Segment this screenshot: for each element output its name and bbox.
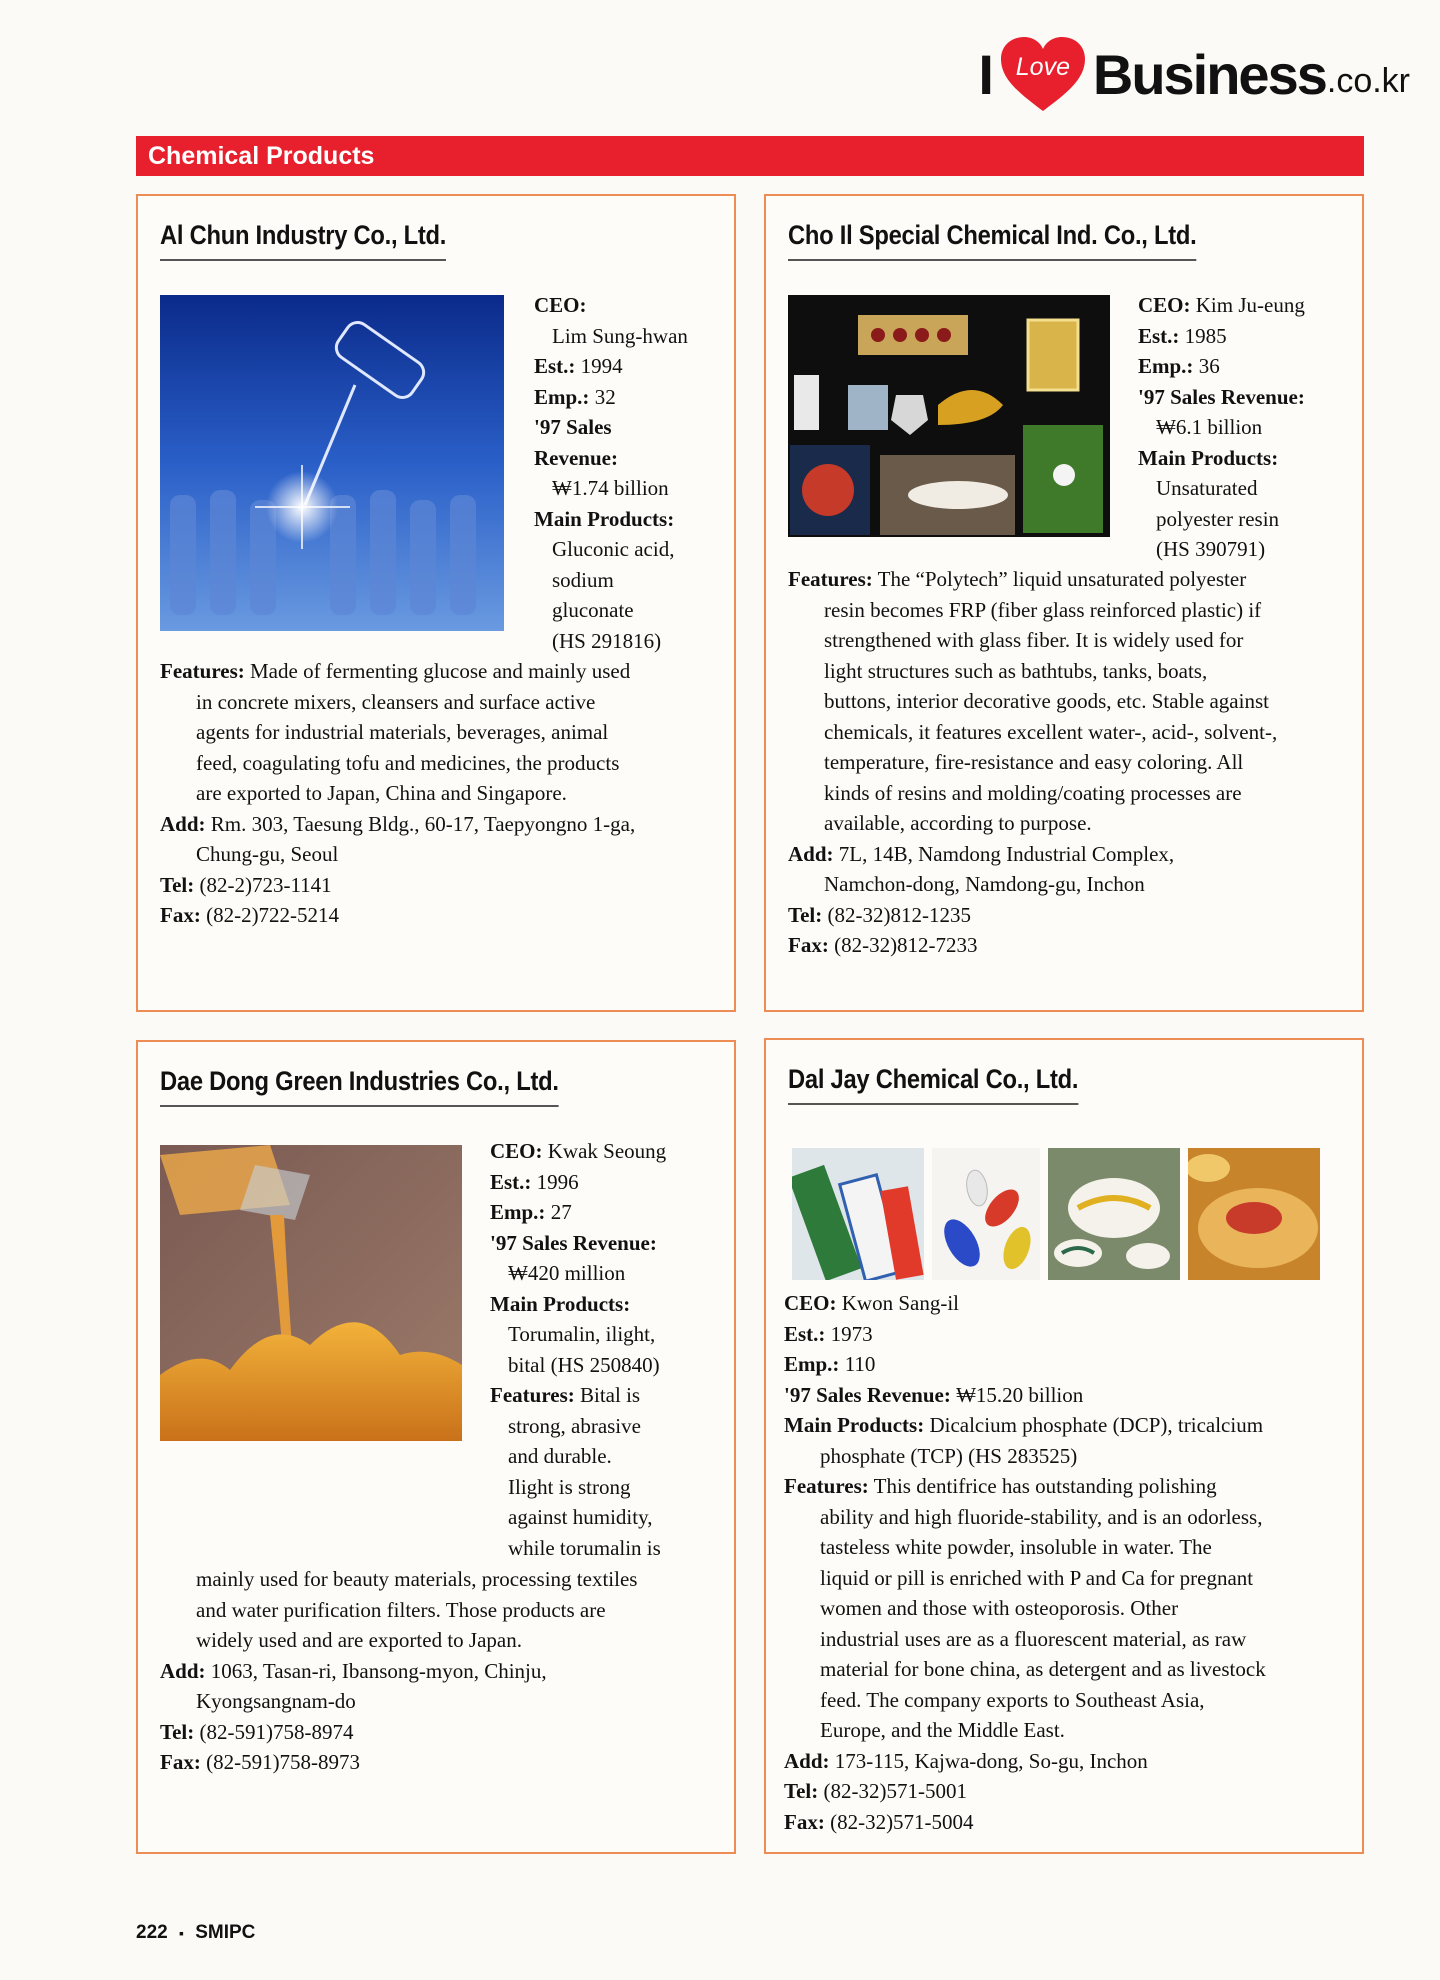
product-photo-china (1048, 1148, 1180, 1280)
features-label: Features: (160, 659, 245, 683)
company-name: Cho Il Special Chemical Ind. Co., Ltd. (788, 220, 1196, 261)
features-line: material for bone china, as detergent and as livestock (820, 1657, 1266, 1681)
features-line: and water purification filters. Those products are (196, 1597, 606, 1622)
features-line: The “Polytech” liquid unsaturated polyester (877, 567, 1247, 591)
ceo-value: Kwon Sang-il (841, 1291, 959, 1315)
product-photo-food (1188, 1148, 1320, 1280)
sales-label-line2: Revenue: (534, 445, 618, 470)
logo-business: Business (1092, 42, 1326, 106)
features-line: women and those with osteoporosis. Other (820, 1596, 1179, 1620)
add-label: Add: (160, 1658, 206, 1683)
add-label: Add: (784, 1748, 830, 1773)
features-line: feed. The company exports to Southeast Asia, (820, 1687, 1205, 1712)
emp-value: 36 (1198, 354, 1220, 378)
tel-value: (82-32)571-5001 (823, 1779, 967, 1803)
add-label: Add: (160, 811, 206, 836)
features-line: buttons, interior decorative goods, etc. Stable against (824, 689, 1269, 713)
add-line: 7L, 14B, Namdong Industrial Complex, (838, 841, 1175, 866)
add-line: 1063, Tasan-ri, Ibansong-myon, Chinju, (210, 1658, 547, 1683)
features-line: chemicals, it features excellent water-, acid-, solvent-, (824, 719, 1278, 744)
features-line: liquid or pill is enriched with P and Ca for pregnant (820, 1565, 1254, 1590)
revenue-value: ₩1.74 billion (552, 476, 669, 500)
logo-i: I (978, 42, 993, 106)
company-details (160, 1564, 730, 1778)
features-line: strengthened with glass fiber. It is widely used for (824, 628, 1244, 652)
add-line: Kyongsangnam-do (196, 1689, 356, 1713)
products-line: Torumalin, ilight, (508, 1322, 656, 1346)
features-side-line: Bital is (580, 1383, 641, 1407)
company-details (788, 564, 1358, 961)
products-line: sodium (552, 567, 614, 592)
features-line: feed, coagulating tofu and medicines, the products (196, 750, 620, 775)
page-number: 222 (136, 1922, 168, 1943)
fax-label: Fax: (784, 1809, 825, 1834)
emp-value: 32 (594, 384, 616, 409)
sales-label: '97 Sales Revenue: (1138, 384, 1305, 409)
features-line: Europe, and the Middle East. (820, 1718, 1065, 1742)
fax-label: Fax: (160, 903, 201, 927)
features-label: Features: (784, 1474, 869, 1498)
products-line: gluconate (552, 598, 634, 622)
ceo-label: CEO: (534, 293, 587, 317)
emp-label: Emp.: (784, 1352, 840, 1376)
products-label: Main Products: (534, 506, 675, 531)
add-line: Chung-gu, Seoul (196, 842, 339, 866)
company-card-al-chun (136, 194, 736, 1012)
company-info (1138, 290, 1348, 565)
est-label: Est.: (534, 354, 576, 378)
features-line: temperature, fire-resistance and easy coloring. All (824, 750, 1244, 774)
emp-value: 110 (844, 1352, 876, 1376)
features-line: This dentifrice has outstanding polishing (873, 1474, 1217, 1498)
company-name: Dal Jay Chemical Co., Ltd. (788, 1064, 1078, 1105)
features-line: in concrete mixers, cleansers and surface active (196, 689, 596, 714)
tel-label: Tel: (784, 1779, 819, 1803)
features-line: widely used and are exported to Japan. (196, 1628, 522, 1652)
tel-label: Tel: (160, 872, 195, 897)
logo-love: Love (1015, 53, 1070, 81)
ceo-label: CEO: (1138, 293, 1191, 317)
est-value: 1973 (830, 1321, 873, 1346)
revenue-value: ₩6.1 billion (1156, 415, 1263, 439)
publisher-name: SMIPC (195, 1922, 256, 1943)
emp-label: Emp.: (1138, 354, 1194, 378)
features-side-line: strong, abrasive (508, 1413, 641, 1438)
products-line: Unsaturated (1156, 476, 1258, 500)
ceo-label: CEO: (784, 1291, 837, 1315)
est-label: Est.: (490, 1169, 532, 1194)
company-name: Dae Dong Green Industries Co., Ltd. (160, 1066, 559, 1107)
ceo-value: Kim Ju-eung (1195, 293, 1305, 317)
products-line: Gluconic acid, (552, 537, 675, 561)
products-line: (HS 291816) (552, 628, 662, 653)
company-info (490, 1136, 730, 1563)
fax-value: (82-32)812-7233 (834, 933, 978, 957)
fax-value: (82-591)758-8973 (206, 1750, 361, 1774)
section-header (136, 136, 1364, 176)
sales-label-line1: '97 Sales (534, 415, 612, 439)
products-line: bital (HS 250840) (508, 1352, 660, 1377)
product-photo-collage (788, 295, 1110, 537)
tel-value: (82-2)723-1141 (199, 872, 332, 897)
ceo-value: Kwak Seoung (547, 1139, 667, 1163)
company-name: Al Chun Industry Co., Ltd. (160, 220, 446, 261)
site-logo (978, 34, 1410, 114)
est-value: 1985 (1184, 323, 1227, 348)
features-line: Made of fermenting glucose and mainly used (250, 659, 631, 683)
features-line: agents for industrial materials, beverages, animal (196, 720, 609, 744)
features-line: kinds of resins and molding/coating processes are (824, 780, 1242, 805)
features-line: mainly used for beauty materials, processing textiles (196, 1567, 638, 1591)
company-details (160, 656, 720, 931)
fax-label: Fax: (160, 1750, 201, 1774)
add-line: 173-115, Kajwa-dong, So-gu, Inchon (834, 1748, 1148, 1773)
products-line: polyester resin (1156, 506, 1280, 531)
product-photo-crystal (160, 295, 504, 631)
company-card-dal-jay (764, 1038, 1364, 1854)
ceo-label: CEO: (490, 1139, 543, 1163)
emp-value: 27 (550, 1200, 572, 1224)
heart-icon (999, 35, 1087, 113)
fax-value: (82-2)722-5214 (206, 903, 340, 927)
ceo-value: Lim Sung-hwan (552, 323, 688, 348)
product-photo-capsules (932, 1148, 1040, 1280)
features-line: light structures such as bathtubs, tanks, boats, (824, 658, 1208, 683)
features-side-line: against humidity, (508, 1505, 653, 1529)
product-photo-toothpaste (792, 1148, 924, 1280)
company-info (534, 290, 724, 656)
product-photo-powder (160, 1145, 462, 1441)
features-side-line: Ilight is strong (508, 1474, 631, 1499)
est-value: 1996 (536, 1169, 579, 1194)
products-label: Main Products: (784, 1413, 925, 1437)
company-card-dae-dong (136, 1040, 736, 1854)
logo-domain: .co.kr (1326, 61, 1410, 100)
products-line: Dicalcium phosphate (DCP), tricalcium (929, 1413, 1264, 1437)
features-line: resin becomes FRP (fiber glass reinforced plastic) if (824, 597, 1262, 622)
features-line: available, according to purpose. (824, 811, 1092, 835)
est-label: Est.: (1138, 323, 1180, 348)
emp-label: Emp.: (490, 1200, 546, 1224)
products-label: Main Products: (490, 1291, 631, 1316)
features-label: Features: (788, 567, 873, 591)
fax-label: Fax: (788, 933, 829, 957)
est-value: 1994 (580, 354, 623, 378)
sales-label: '97 Sales Revenue: (784, 1382, 951, 1407)
features-line: tasteless white powder, insoluble in water. The (820, 1535, 1212, 1559)
section-title: Chemical Products (148, 142, 375, 170)
company-card-cho-il (764, 194, 1364, 1012)
products-line: phosphate (TCP) (HS 283525) (820, 1443, 1078, 1468)
features-side-line: and durable. (508, 1444, 612, 1468)
tel-label: Tel: (160, 1719, 195, 1744)
tel-value: (82-591)758-8974 (199, 1719, 354, 1744)
products-label: Main Products: (1138, 445, 1279, 470)
features-label: Features: (490, 1383, 575, 1407)
emp-label: Emp.: (534, 384, 590, 409)
revenue-value: ₩15.20 billion (956, 1382, 1084, 1407)
fax-value: (82-32)571-5004 (830, 1809, 974, 1834)
features-side-line: while torumalin is (508, 1535, 661, 1560)
page-footer (136, 1922, 255, 1944)
add-label: Add: (788, 841, 834, 866)
company-details (784, 1288, 1358, 1837)
features-line: industrial uses are as a fluorescent material, as raw (820, 1626, 1247, 1651)
tel-label: Tel: (788, 902, 823, 927)
products-line: (HS 390791) (1156, 537, 1266, 561)
footer-separator: ▪ (178, 1925, 184, 1941)
features-line: ability and high fluoride-stability, and is an odorless, (820, 1504, 1263, 1529)
est-label: Est.: (784, 1321, 826, 1346)
sales-label: '97 Sales Revenue: (490, 1230, 657, 1255)
add-line: Rm. 303, Taesung Bldg., 60-17, Taepyongno 1-ga, (210, 811, 636, 836)
revenue-value: ₩420 million (508, 1261, 626, 1285)
features-line: are exported to Japan, China and Singapore. (196, 781, 567, 805)
add-line: Namchon-dong, Namdong-gu, Inchon (824, 872, 1145, 896)
tel-value: (82-32)812-1235 (827, 902, 971, 927)
